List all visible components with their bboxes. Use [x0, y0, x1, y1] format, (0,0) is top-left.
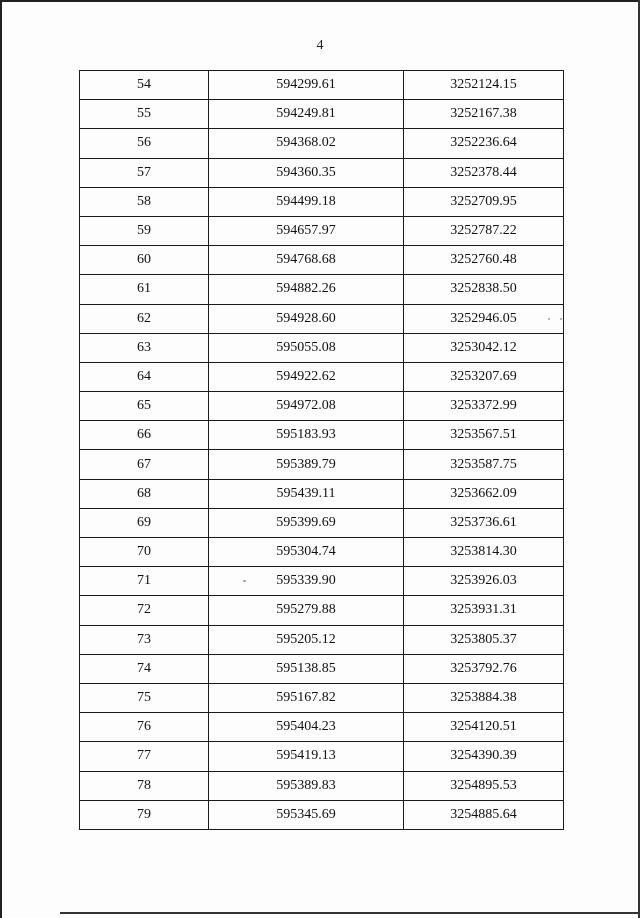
table-row: [80, 304, 564, 333]
table-row: [80, 333, 564, 362]
table-row: [80, 800, 564, 829]
row-number-cell: 64: [80, 362, 209, 391]
row-number-cell: 70: [80, 538, 209, 567]
table-row: [80, 596, 564, 625]
table-row: [80, 567, 564, 596]
coordinates-table: [79, 70, 564, 830]
x-coordinate-cell: 595183.93: [209, 421, 404, 450]
table-row: [80, 479, 564, 508]
table-row: [80, 246, 564, 275]
row-number-cell: 69: [80, 508, 209, 537]
scan-speck: [560, 318, 562, 320]
x-coordinate-cell: 594768.68: [209, 246, 404, 275]
row-number-cell: 59: [80, 216, 209, 245]
row-number-cell: 56: [80, 129, 209, 158]
page-number: 4: [316, 38, 324, 53]
table-row: [80, 450, 564, 479]
table-row: [80, 771, 564, 800]
y-coordinate-cell: 3252167.38: [404, 100, 564, 129]
table-row: [80, 683, 564, 712]
row-number-cell: 75: [80, 683, 209, 712]
y-coordinate-cell: 3254885.64: [404, 800, 564, 829]
row-number-cell: 65: [80, 392, 209, 421]
row-number-cell: 68: [80, 479, 209, 508]
table-row: [80, 129, 564, 158]
table-row: [80, 275, 564, 304]
row-number-cell: 54: [80, 71, 209, 100]
x-coordinate-cell: 595304.74: [209, 538, 404, 567]
row-number-cell: 77: [80, 742, 209, 771]
row-number-cell: 67: [80, 450, 209, 479]
y-coordinate-cell: 3252709.95: [404, 187, 564, 216]
y-coordinate-cell: 3254390.39: [404, 742, 564, 771]
row-number-cell: 58: [80, 187, 209, 216]
y-coordinate-cell: 3252760.48: [404, 246, 564, 275]
scan-speck: [548, 318, 550, 320]
scan-edge-top: [0, 0, 640, 2]
x-coordinate-cell: 595345.69: [209, 800, 404, 829]
x-coordinate-cell: 595138.85: [209, 654, 404, 683]
y-coordinate-cell: 3253567.51: [404, 421, 564, 450]
x-coordinate-cell: 595055.08: [209, 333, 404, 362]
table-row: [80, 654, 564, 683]
y-coordinate-cell: 3253207.69: [404, 362, 564, 391]
y-coordinate-cell: 3254895.53: [404, 771, 564, 800]
y-coordinate-cell: 3253662.09: [404, 479, 564, 508]
row-number-cell: 63: [80, 333, 209, 362]
y-coordinate-cell: 3253926.03: [404, 567, 564, 596]
y-coordinate-cell: 3253042.12: [404, 333, 564, 362]
table-row: [80, 216, 564, 245]
y-coordinate-cell: 3252838.50: [404, 275, 564, 304]
table-row: [80, 538, 564, 567]
scan-edge-bottom: [60, 912, 640, 914]
x-coordinate-cell: 595389.79: [209, 450, 404, 479]
y-coordinate-cell: 3252378.44: [404, 158, 564, 187]
x-coordinate-cell: 595167.82: [209, 683, 404, 712]
scan-edge-left: [0, 0, 2, 918]
table-row: [80, 742, 564, 771]
x-coordinate-cell: 595419.13: [209, 742, 404, 771]
row-number-cell: 71: [80, 567, 209, 596]
row-number-cell: 57: [80, 158, 209, 187]
x-coordinate-cell: 594928.60: [209, 304, 404, 333]
row-number-cell: 79: [80, 800, 209, 829]
table-row: [80, 362, 564, 391]
y-coordinate-cell: 3253587.75: [404, 450, 564, 479]
row-number-cell: 60: [80, 246, 209, 275]
y-coordinate-cell: 3253736.61: [404, 508, 564, 537]
x-coordinate-cell: 594360.35: [209, 158, 404, 187]
table-row: [80, 625, 564, 654]
x-coordinate-cell: 594368.02: [209, 129, 404, 158]
y-coordinate-cell: 3252946.05: [404, 304, 564, 333]
x-coordinate-cell: 594972.08: [209, 392, 404, 421]
row-number-cell: 66: [80, 421, 209, 450]
y-coordinate-cell: 3253931.31: [404, 596, 564, 625]
row-number-cell: 74: [80, 654, 209, 683]
y-coordinate-cell: 3253792.76: [404, 654, 564, 683]
y-coordinate-cell: 3254120.51: [404, 713, 564, 742]
x-coordinate-cell: 594922.62: [209, 362, 404, 391]
row-number-cell: 78: [80, 771, 209, 800]
y-coordinate-cell: 3252236.64: [404, 129, 564, 158]
y-coordinate-cell: 3252787.22: [404, 216, 564, 245]
x-coordinate-cell: 594249.81: [209, 100, 404, 129]
y-coordinate-cell: 3252124.15: [404, 71, 564, 100]
row-number-cell: 72: [80, 596, 209, 625]
x-coordinate-cell: 594882.26: [209, 275, 404, 304]
x-coordinate-cell: 594499.18: [209, 187, 404, 216]
table-row: [80, 100, 564, 129]
y-coordinate-cell: 3253805.37: [404, 625, 564, 654]
table-row: [80, 392, 564, 421]
x-coordinate-cell: 594299.61: [209, 71, 404, 100]
row-number-cell: 55: [80, 100, 209, 129]
x-coordinate-cell: 595399.69: [209, 508, 404, 537]
table-row: [80, 187, 564, 216]
x-coordinate-cell: 595205.12: [209, 625, 404, 654]
table-row: [80, 71, 564, 100]
table-row: [80, 158, 564, 187]
row-number-cell: 61: [80, 275, 209, 304]
y-coordinate-cell: 3253814.30: [404, 538, 564, 567]
y-coordinate-cell: 3253884.38: [404, 683, 564, 712]
x-coordinate-cell: 595339.90: [209, 567, 404, 596]
table-row: [80, 421, 564, 450]
row-number-cell: 62: [80, 304, 209, 333]
x-coordinate-cell: 595439.11: [209, 479, 404, 508]
row-number-cell: 73: [80, 625, 209, 654]
scan-speck: [243, 580, 246, 582]
table-row: [80, 508, 564, 537]
y-coordinate-cell: 3253372.99: [404, 392, 564, 421]
table-row: [80, 713, 564, 742]
x-coordinate-cell: 594657.97: [209, 216, 404, 245]
row-number-cell: 76: [80, 713, 209, 742]
x-coordinate-cell: 595404.23: [209, 713, 404, 742]
x-coordinate-cell: 595389.83: [209, 771, 404, 800]
coordinates-table-body: [80, 71, 564, 830]
x-coordinate-cell: 595279.88: [209, 596, 404, 625]
